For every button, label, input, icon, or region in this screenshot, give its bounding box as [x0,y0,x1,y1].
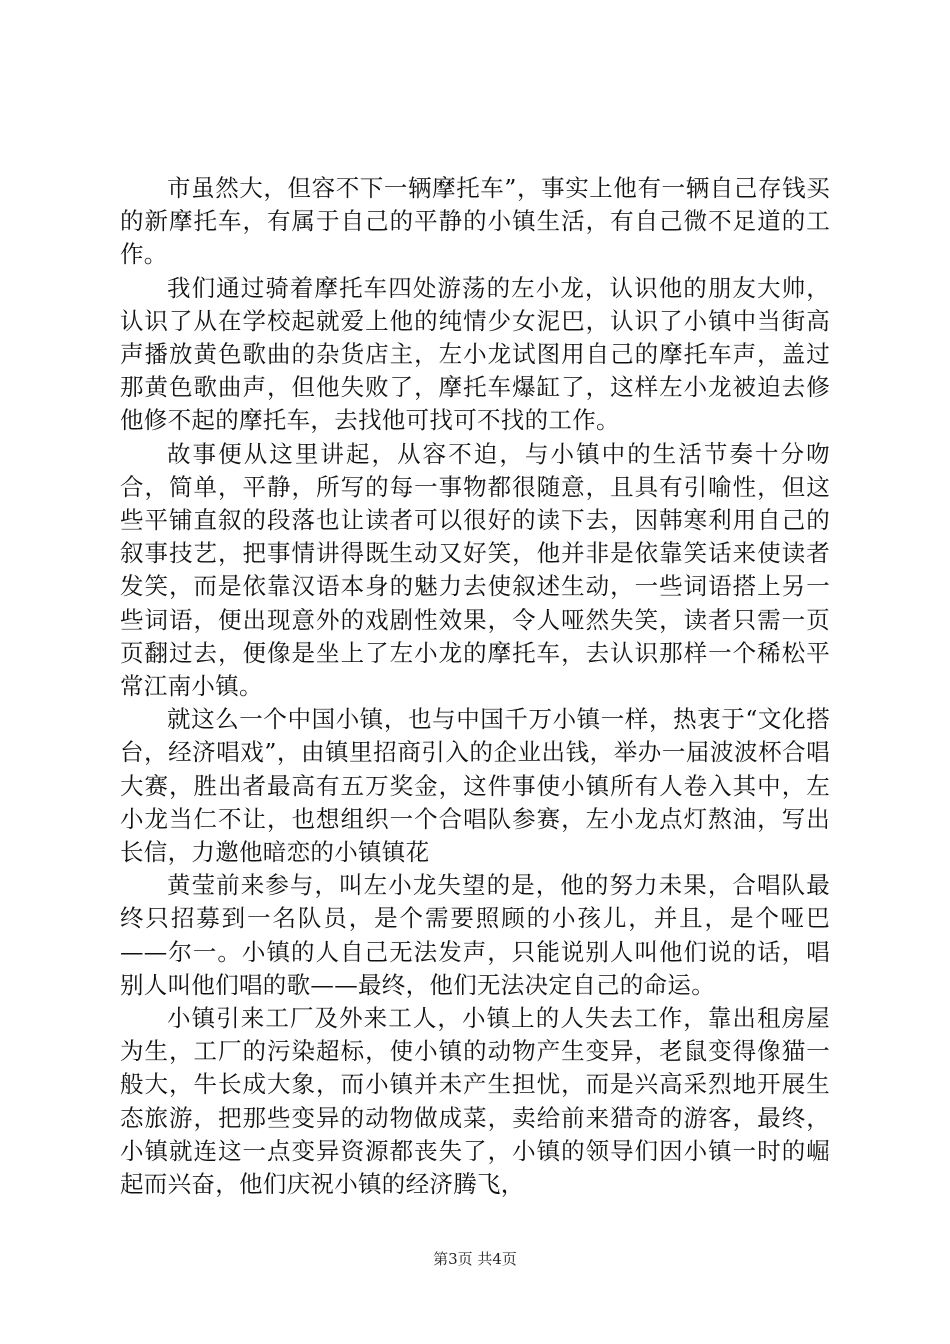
paragraph-3: 故事便从这里讲起，从容不迫，与小镇中的生活节奏十分吻合，简单，平静，所写的每一事物都很随意，且具有引喻性，但这些平铺直叙的段落也让读者可以很好的读下去，因韩寒利用自己的叙事技艺，把事情讲得既生动又好笑，他并非是依靠笑话来使读者发笑，而是依靠汉语本身的魅力去使叙述生动，一些词语搭上另一些词语，便出现意外的戏剧性效果，令人哑然失笑，读者只需一页页翻过去，便像是坐上了左小龙的摩托车，去认识那样一个稀松平常江南小镇。 [120,439,830,701]
paragraph-6: 小镇引来工厂及外来工人，小镇上的人失去工作，靠出租房屋为生，工厂的污染超标，使小镇的动物产生变异，老鼠变得像猫一般大，牛长成大象，而小镇并未产生担忧，而是兴高采烈地开展生态旅游，把那些变异的动物做成菜，卖给前来猎奇的游客，最终，小镇就连这一点变异资源都丧失了，小镇的领导们因小镇一时的崛起而兴奋，他们庆祝小镇的经济腾飞， [120,1004,830,1199]
paragraph-2: 我们通过骑着摩托车四处游荡的左小龙，认识他的朋友大帅，认识了从在学校起就爱上他的纯情少女泥巴，认识了小镇中当街高声播放黄色歌曲的杂货店主，左小龙试图用自己的摩托车声，盖过那黄色歌曲声，但他失败了，摩托车爆缸了，这样左小龙被迫去修他修不起的摩托车，去找他可找可不找的工作。 [120,273,830,435]
paragraph-1: 市虽然大，但容不下一辆摩托车”，事实上他有一辆自己存钱买的新摩托车，有属于自己的平静的小镇生活，有自己微不足道的工作。 [120,174,830,269]
page-footer: 第3页 共4页 [433,1250,517,1268]
paragraph-4: 就这么一个中国小镇，也与中国千万小镇一样，热衷于“文化搭台，经济唱戏”，由镇里招商引入的企业出钱，举办一届波波杯合唱大赛，胜出者最高有五万奖金，这件事使小镇所有人卷入其中，左小龙当仁不让，也想组织一个合唱队参赛，左小龙点灯熬油，写出长信，力邀他暗恋的小镇镇花 [120,705,830,867]
paragraph-5: 黄莹前来参与，叫左小龙失望的是，他的努力未果，合唱队最终只招募到一名队员，是个需要照顾的小孩儿，并且，是个哑巴——尔一。小镇的人自己无法发声，只能说别人叫他们说的话，唱别人叫他们唱的歌——最终，他们无法决定自己的命运。 [120,871,830,999]
document-body [120,172,830,1201]
